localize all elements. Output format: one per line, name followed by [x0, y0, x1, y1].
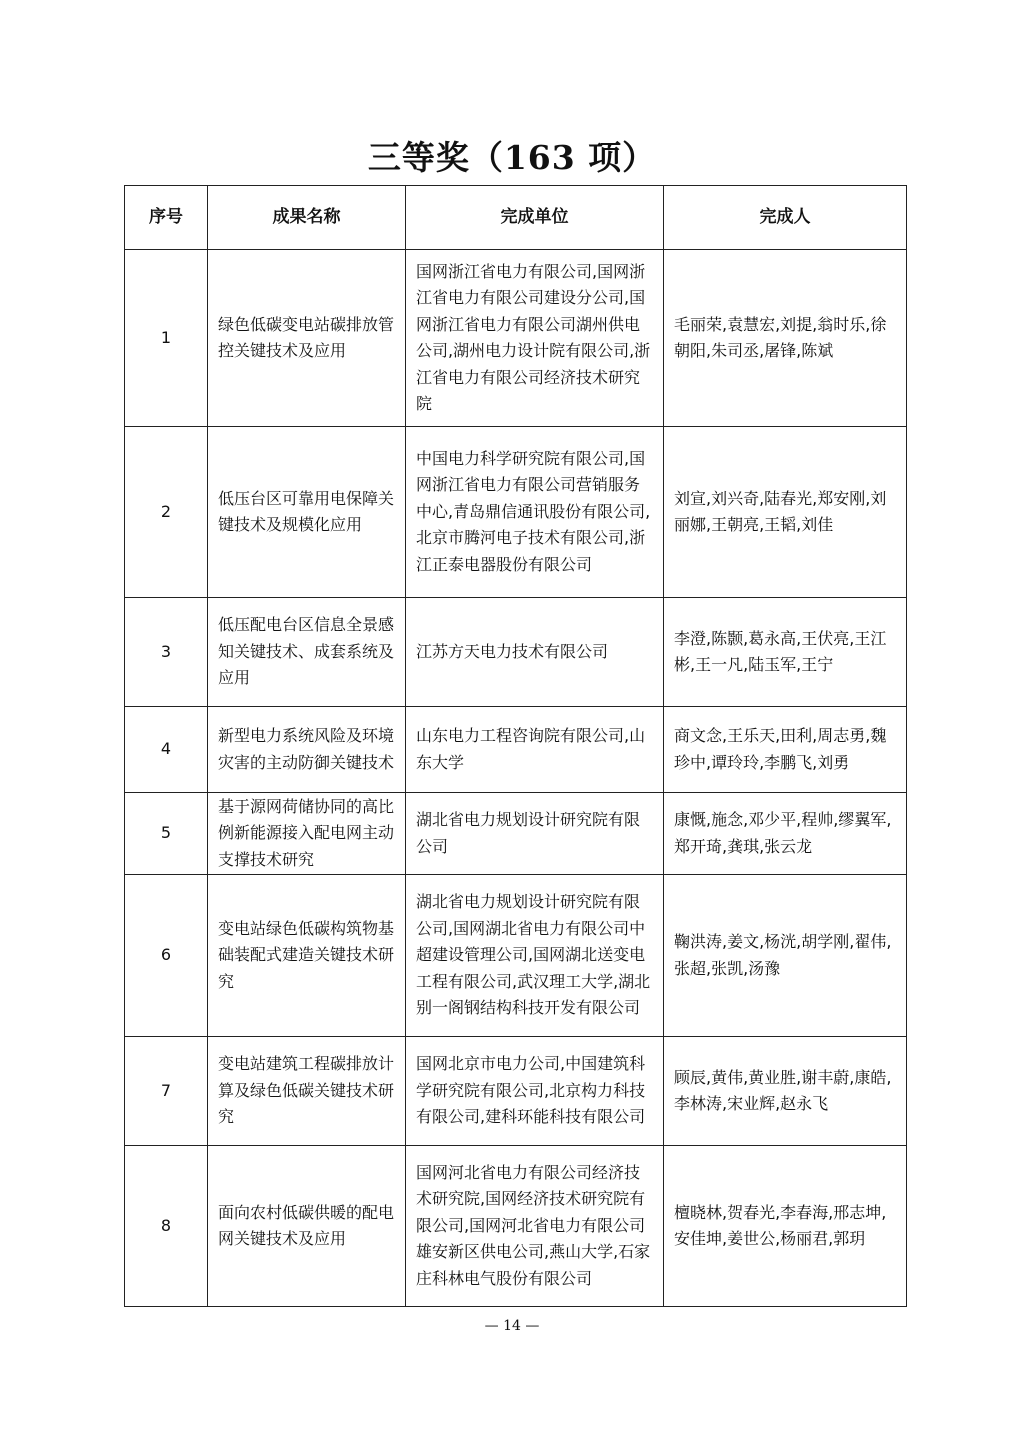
table-row [125, 1146, 907, 1307]
table-row [125, 598, 907, 707]
completing-people-cell: 顾辰,黄伟,黄业胜,谢丰蔚,康皓,李林涛,宋业辉,赵永飞 [664, 1037, 907, 1146]
serial-number-cell: 1 [125, 250, 208, 427]
achievement-name-cell: 面向农村低碳供暖的配电网关键技术及应用 [208, 1146, 406, 1307]
completing-people-cell: 刘宣,刘兴奇,陆春光,郑安刚,刘丽娜,王朝亮,王韬,刘佳 [664, 427, 907, 598]
completing-unit-cell: 湖北省电力规划设计研究院有限公司,国网湖北省电力有限公司中超建设管理公司,国网湖北送变电工程有限公司,武汉理工大学,湖北别一阁钢结构科技开发有限公司 [406, 875, 664, 1037]
serial-number-cell: 7 [125, 1037, 208, 1146]
table-row [125, 1037, 907, 1146]
completing-people-cell: 李澄,陈颢,葛永高,王伏亮,王江彬,王一凡,陆玉军,王宁 [664, 598, 907, 707]
serial-number-cell: 2 [125, 427, 208, 598]
header-completing-unit: 完成单位 [406, 186, 664, 250]
completing-unit-cell: 国网北京市电力公司,中国建筑科学研究院有限公司,北京构力科技有限公司,建科环能科技有限公司 [406, 1037, 664, 1146]
achievement-name-cell: 基于源网荷储协同的高比例新能源接入配电网主动支撑技术研究 [208, 793, 406, 875]
achievement-name-cell: 新型电力系统风险及环境灾害的主动防御关键技术 [208, 707, 406, 793]
serial-number-cell: 4 [125, 707, 208, 793]
table-row [125, 875, 907, 1037]
table-header-row [125, 186, 907, 250]
page-number: — 14 — [484, 1318, 540, 1334]
completing-people-cell: 康慨,施念,邓少平,程帅,缪翼军,郑开琦,龚琪,张云龙 [664, 793, 907, 875]
achievement-name-cell: 变电站绿色低碳构筑物基础装配式建造关键技术研究 [208, 875, 406, 1037]
table-row [125, 707, 907, 793]
achievement-name-cell: 绿色低碳变电站碳排放管控关键技术及应用 [208, 250, 406, 427]
awards-table [124, 185, 907, 1307]
achievement-name-cell: 低压台区可靠用电保障关键技术及规模化应用 [208, 427, 406, 598]
completing-people-cell: 鞠洪涛,姜文,杨洸,胡学刚,翟伟,张超,张凯,汤豫 [664, 875, 907, 1037]
completing-unit-cell: 湖北省电力规划设计研究院有限公司 [406, 793, 664, 875]
table-row [125, 793, 907, 875]
completing-unit-cell: 中国电力科学研究院有限公司,国网浙江省电力有限公司营销服务中心,青岛鼎信通讯股份有限公司,北京市腾河电子技术有限公司,浙江正泰电器股份有限公司 [406, 427, 664, 598]
completing-people-cell: 檀晓林,贺春光,李春海,邢志坤,安佳坤,姜世公,杨丽君,郭玥 [664, 1146, 907, 1307]
header-serial-number: 序号 [125, 186, 208, 250]
completing-unit-cell: 国网河北省电力有限公司经济技术研究院,国网经济技术研究院有限公司,国网河北省电力有限公司雄安新区供电公司,燕山大学,石家庄科林电气股份有限公司 [406, 1146, 664, 1307]
serial-number-cell: 3 [125, 598, 208, 707]
completing-unit-cell: 山东电力工程咨询院有限公司,山东大学 [406, 707, 664, 793]
completing-unit-cell: 江苏方天电力技术有限公司 [406, 598, 664, 707]
header-completing-people: 完成人 [664, 186, 907, 250]
completing-people-cell: 毛丽荣,袁慧宏,刘提,翁时乐,徐朝阳,朱司丞,屠锋,陈斌 [664, 250, 907, 427]
achievement-name-cell: 变电站建筑工程碳排放计算及绿色低碳关键技术研究 [208, 1037, 406, 1146]
table-row [125, 250, 907, 427]
header-achievement-name: 成果名称 [208, 186, 406, 250]
table-row [125, 427, 907, 598]
serial-number-cell: 5 [125, 793, 208, 875]
achievement-name-cell: 低压配电台区信息全景感知关键技术、成套系统及应用 [208, 598, 406, 707]
serial-number-cell: 8 [125, 1146, 208, 1307]
page-title: 三等奖（163 项） [367, 138, 657, 177]
serial-number-cell: 6 [125, 875, 208, 1037]
completing-unit-cell: 国网浙江省电力有限公司,国网浙江省电力有限公司建设分公司,国网浙江省电力有限公司湖州供电公司,湖州电力设计院有限公司,浙江省电力有限公司经济技术研究院 [406, 250, 664, 427]
completing-people-cell: 商文念,王乐天,田利,周志勇,魏珍中,谭玲玲,李鹏飞,刘勇 [664, 707, 907, 793]
